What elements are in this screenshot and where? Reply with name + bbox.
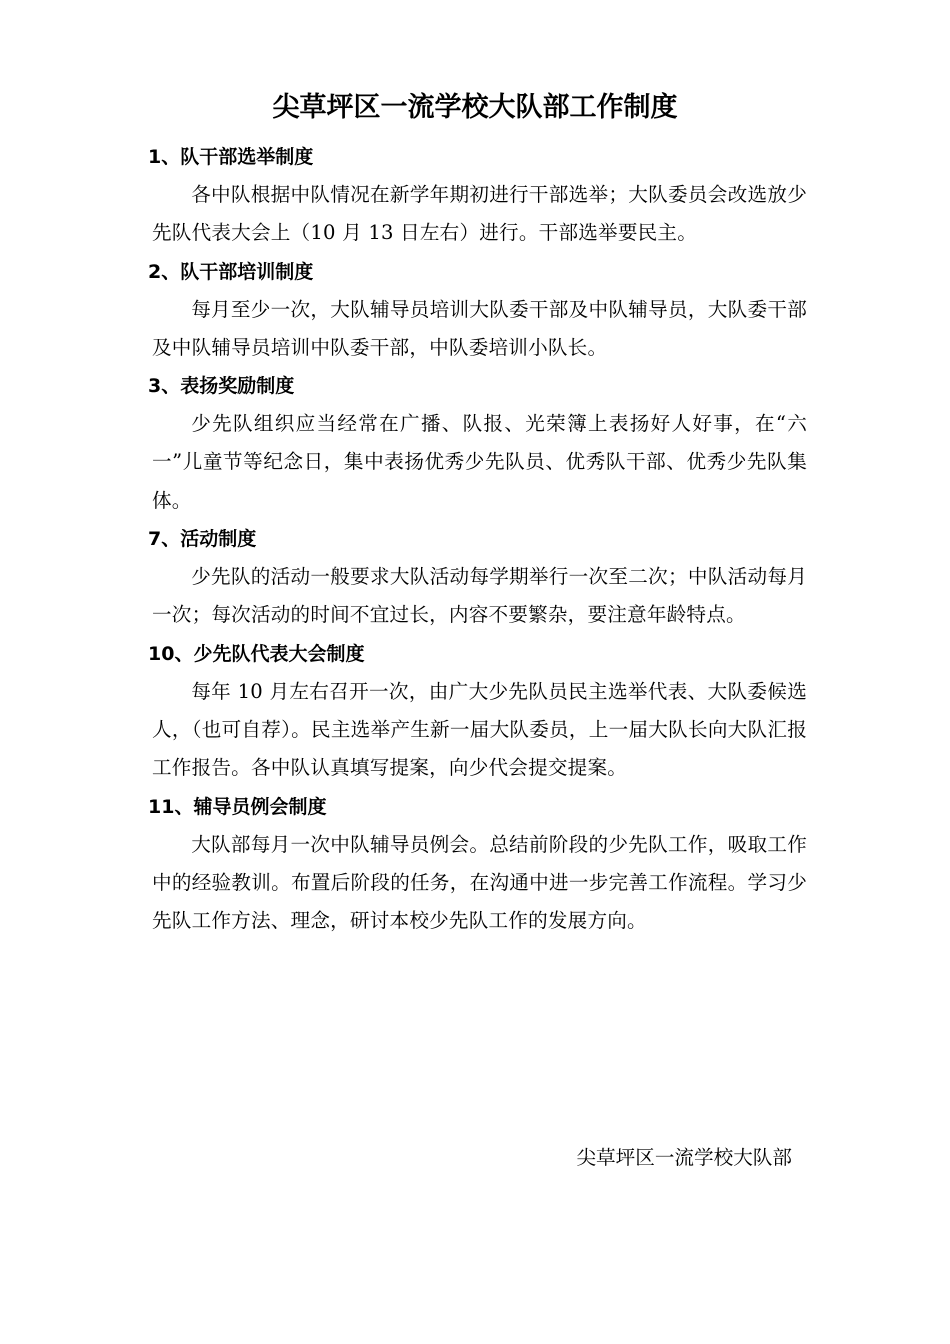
section-rewards xyxy=(148,367,807,520)
section-heading: 10、少先队代表大会制度 xyxy=(148,642,365,665)
section-training xyxy=(148,253,807,368)
section-congress xyxy=(148,635,807,788)
document-signature: 尖草坪区一流学校大队部 xyxy=(576,1146,792,1169)
section-paragraph: 大队部每月一次中队辅导员例会。总结前阶段的少先队工作，吸取工作中的经验教训。布置后阶段的任务，在沟通中进一步完善工作流程。学习少先队工作方法、理念，研讨本校少先队工作的发展方向。 xyxy=(152,832,807,933)
section-activities xyxy=(148,520,807,635)
section-paragraph: 少先队的活动一般要求大队活动每学期举行一次至二次；中队活动每月一次；每次活动的时间不宜过长，内容不要繁杂，要注意年龄特点。 xyxy=(152,565,807,627)
section-paragraph: 每年 10 月左右召开一次，由广大少先队员民主选举代表、大队委候选人，（也可自荐）。民主选举产生新一届大队委员，上一届大队长向大队汇报工作报告。各中队认真填写提案，向少代会提交提案。 xyxy=(152,679,807,780)
section-heading: 3、表扬奖励制度 xyxy=(148,375,295,398)
section-election xyxy=(148,138,807,253)
document-title: 尖草坪区一流学校大队部工作制度 xyxy=(272,92,678,123)
section-paragraph: 每月至少一次，大队辅导员培训大队委干部及中队辅导员，大队委干部及中队辅导员培训中队委干部，中队委培训小队长。 xyxy=(152,297,807,359)
section-paragraph: 各中队根据中队情况在新学年期初进行干部选举；大队委员会改选放少先队代表大会上（10 月 13 日左右）进行。干部选举要民主。 xyxy=(152,183,807,245)
section-paragraph: 少先队组织应当经常在广播、队报、光荣簿上表扬好人好事，在“六一”儿童节等纪念日，集中表扬优秀少先队员、优秀队干部、优秀少先队集体。 xyxy=(152,412,807,512)
section-counselor-meeting xyxy=(148,788,807,941)
section-heading: 2、队干部培训制度 xyxy=(148,260,314,283)
section-heading: 7、活动制度 xyxy=(148,528,257,551)
section-heading: 1、队干部选举制度 xyxy=(148,146,314,168)
document-body xyxy=(148,138,807,940)
section-heading: 11、辅导员例会制度 xyxy=(148,795,327,818)
